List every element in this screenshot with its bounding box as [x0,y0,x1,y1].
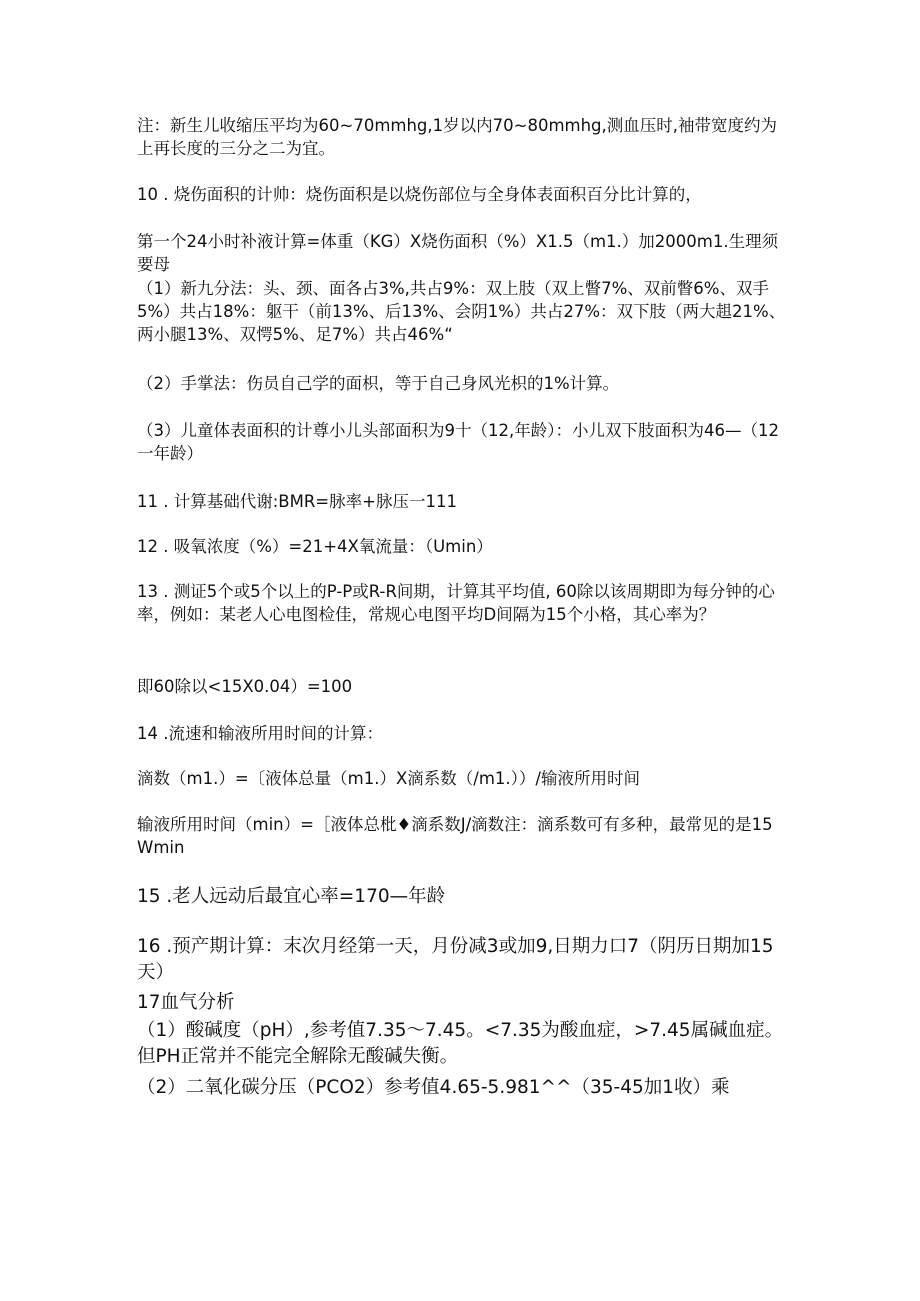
paragraph-heart-rate-result: 即60除以<15X0.04）=100 [137,677,353,696]
paragraph-bp-note: 注：新生儿收缩压平均为60~70mmhg,1岁以内70~80mmhg,测血压时,袖带宽度约为上再长度的三分之二为宜。 [137,116,778,158]
paragraph-ph: （1）酸碱度（pH）,参考值7.35〜7.45。<7.35为酸血症，>7.45属碱血症。但PH正常并不能完全解除无酸碱失衡。 [137,1020,784,1067]
paragraph-drip-rate: 滴数（m1.）=〔液体总量（m1.）X滴系数（/m1.））/输液所用时间 [137,769,640,788]
paragraph-item-15: 15 .老人远动后最宜心率=170—年龄 [137,886,446,907]
paragraph-item-17-heading: 17血气分析 [137,992,235,1013]
paragraph-fluid-calc: 第一个24小时补液计算=体重（KG）X烧伤面积（%）X1.5（m1.）加2000m1.生理须要母 [137,232,779,274]
paragraph-item-16: 16 .预产期计算：末次月经第一天，月份减3或加9,日期力口7（阴历日期加15天） [137,936,774,983]
paragraph-child-area: （3）儿童体表面积的计尊小儿头部面积为9十（12,年龄）：小儿双下肢面积为46—（12一年龄） [137,421,779,463]
paragraph-pco2: （2）二氧化碳分压（PCO2）参考值4.65-5.981^^（35-45加1收）乘 [137,1077,730,1098]
paragraph-item-12: 12 . 吸氧浓度（%）=21+4X氧流量：（Umin） [137,537,493,556]
paragraph-item-10: 10 . 烧伤面积的计帅：烧伤面积是以烧伤部位与全身体表面积百分比计算的， [137,185,702,204]
paragraph-infusion-time: 输液所用时间（min）=［液体总枇♦滴系数J/滴数注：滴系数可有多种，最常见的是15Wmin [137,815,773,857]
paragraph-item-13: 13 . 测证5个或5个以上的P-P或R-R间期，计算其平均值, 60除以该周期即为每分钟的心率，例如：某老人心电图检佳，常规心电图平均D间隔为15个小格，其心率为？ [137,582,775,624]
paragraph-palm-method: （2）手掌法：伤员自己学的面枳，等于自己身风光枳的1%计算。 [137,374,620,393]
paragraph-rule-of-nines: （1）新九分法：头、颈、面各占3%,共占9%：双上肢（双上瞥7%、双前瞥6%、双手5%）共占18%：躯干（前13%、后13%、会阴1%）共占27%：双下肢（两大趄21%、两小腿13%、双愕5%、足7%）共占46%“ [137,279,786,344]
paragraph-item-11: 11 . 计算基础代谢:BMR=脉率+脉压一111 [137,492,457,511]
paragraph-item-14: 14 .流速和输液所用时间的计算： [137,724,383,743]
